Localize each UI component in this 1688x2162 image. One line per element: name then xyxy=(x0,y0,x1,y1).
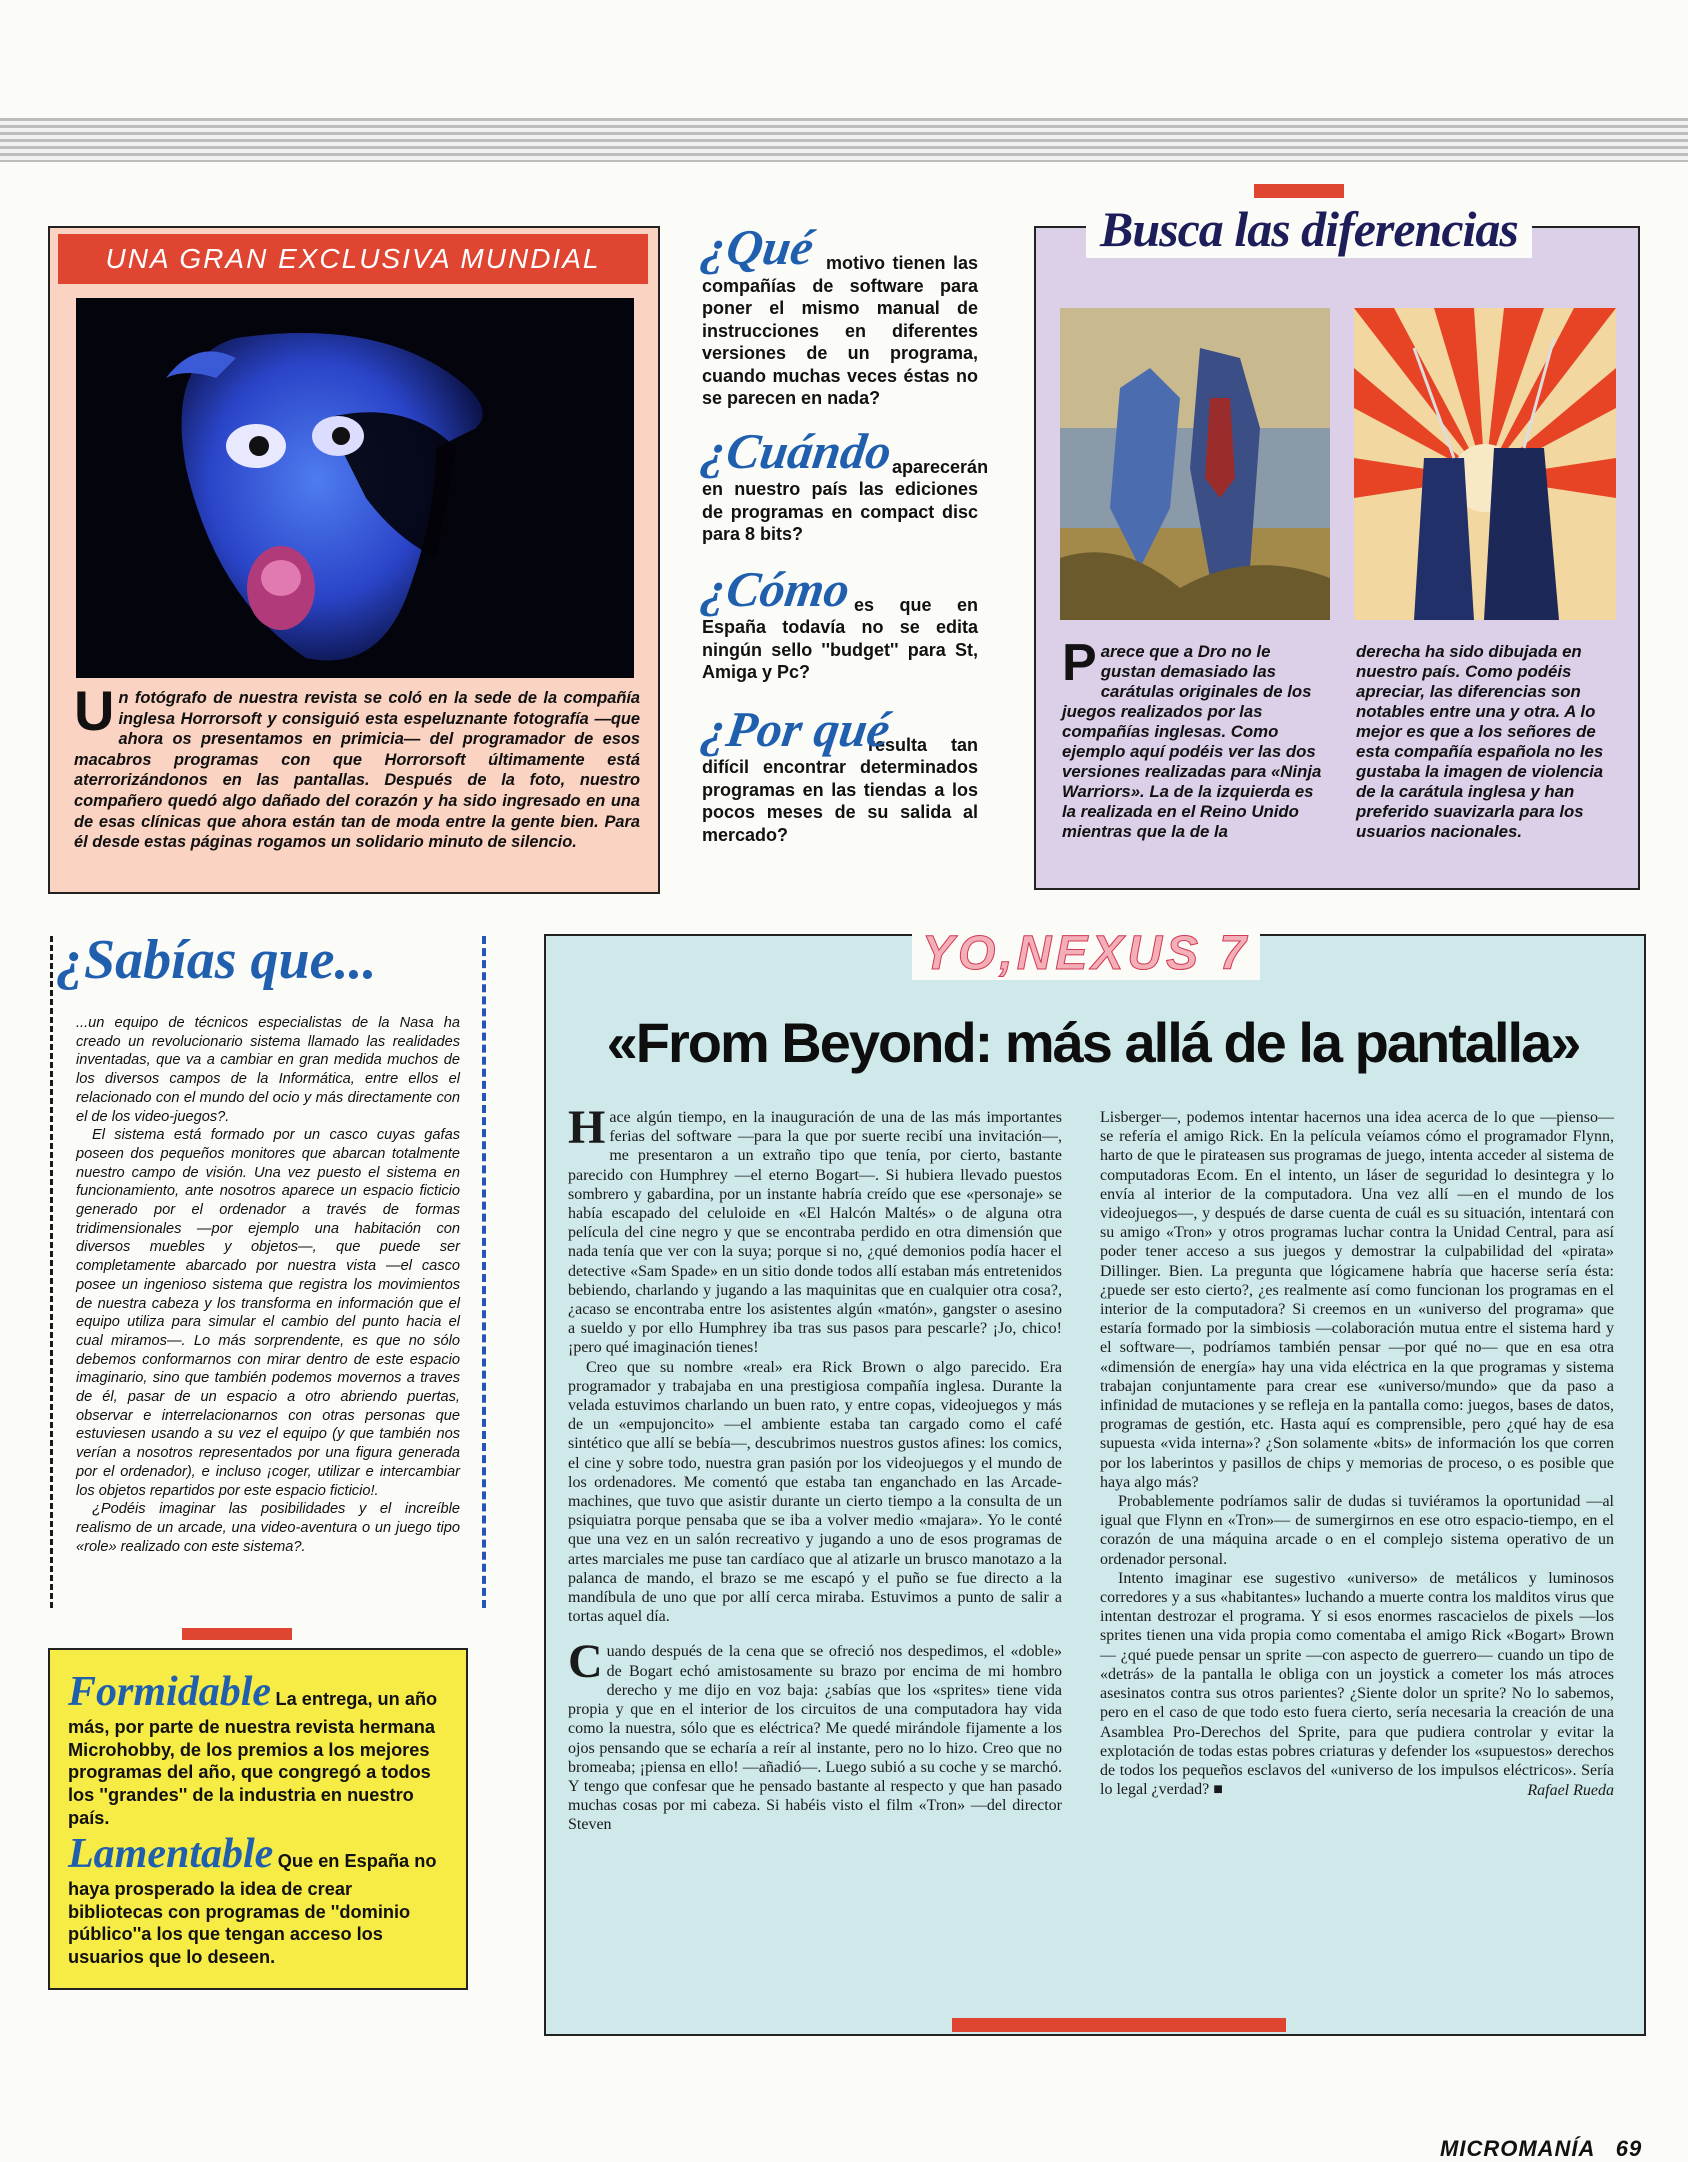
sabias-paragraph: El sistema está formado por un casco cuyas gafas poseen dos pequeños monitores que abarcan totalmente nuestro campo de visión. Una vez puesto el sistema en funcionamiento, ante nosotros aparece un espacio ficticio generado por el ordenador a través de formas tridimensionales —por ejemplo una habitación con diversos muebles y objetos—, que puede ser completamente abarcado por nuestra vista —el casco posee un ingenioso sistema que registra los movimientos de nuestra cabeza y los transforma en información que el equipo utiliza para simular el cambio del punto hacia el cual miramos—. Lo más sorprendente, es que no sólo debemos conformarnos con mirar dentro de este espacio imaginario, sino que también podemos movernos a traves de él, pasar de un espacio a otro abriendo puertas, observar e interrelacionarnos con otras personas que estuviesen usando a su vez el equipo (y que también nos verían a nosotros representados por una figura generada por el ordenador), e incluso ¡coger, utilizar e intercambiar los objetos repartidos por este espacio ficticio!. xyxy=(76,1127,460,1499)
spanish-cover-image xyxy=(1354,308,1616,620)
article-paragraph-text: uando después de la cena que se ofreció nos despedimos, el «doble» de Bogart echó amistosamente su brazo por encima de mi hombro derecho y me dijo en voz baja: ¿sabías que los «sprites» tiene vida propia y que en el interior de los circuitos de una computadora hay vida como la nuestra, sólo que es eléctrica? Me quedé mirándole fijamente a los ojos pensando que se echaría a reír al instante, pero no lo hizo. Creo que no bromeaba; ¡piensa en ello! —añadió—. Luego subió a su coche y se marchó. Y tengo que confesar que he pensado bastante al respecto y que han pasado muchas cosas por mi cabeza. Si habéis visto el film «Tron» —del director Steven xyxy=(568,1643,1062,1834)
lamentable-block xyxy=(68,1830,450,1969)
exclusive-box xyxy=(48,226,660,894)
dif-text-left-body: arece que a Dro no le gustan demasiado las carátulas originales de los juegos realizados por las compañías inglesas. Como ejemplo aquí podéis ver las dos versiones realizadas para «Ninja Warriors». La de la izquierda es la realizada en el Reino Unido mientras que la de la xyxy=(1062,642,1322,841)
question-cuando xyxy=(698,422,989,546)
dif-text-right: derecha ha sido dibujada en nuestro país. Como podéis apreciar, las diferencias son notables entre una y otra. A lo mejor es que a los señores de esta compañía española no les gustaba la imagen de violencia de la carátula inglesa y han preferido suavizarla para los usuarios nacionales. xyxy=(1356,642,1604,841)
question-word: ¿Qué xyxy=(698,219,818,275)
article-paragraph-text: Intento imaginar ese sugestivo «universo» de metálicos y luminosos corredores y a sus «habitantes» luchando a muerte contra los malditos virus que intentan destrozar el programa. Y si esos enormes rascacielos de pixels —los sprites tienen una vida propia como comentaba el amigo Rick «Bogart» Brown— ¿qué puede pensar un sprite —con aspecto de guerrero— cuando un tipo de «detrás» de la pantalla le obliga con un joystick a cometer los más atroces asesinatos contra sus otros parientes? ¿Siente dolor un sprite? No lo sabemos, pero en el caso de que todo esto fuera cierto, sería necesaria la creación de una Asamblea Pro-Derechos del Sprite, para que pudiera controlar y evitar la explotación de todas estas pobres criaturas y defender los «supuestos» derechos de todos los pequeños esclavos del «universo de los impulsos eléctricos». Sería lo legal ¿verdad? xyxy=(1100,1569,1614,1799)
question-text: aparecerán en nuestro país las ediciones de programas en compact disc para 8 bits? xyxy=(702,456,989,544)
sabias-left-border xyxy=(50,936,53,1608)
dif-text-left xyxy=(1062,634,1328,842)
nexus-column-1 xyxy=(568,1101,1062,1835)
article-paragraph-text: ace algún tiempo, en la inauguración de una de las más importantes ferias del software —para la que por suerte recibí una invitación—, me presentaron a un extraño tipo que tenía, por cierto, bastante parecido con Humphrey —el eterno Bogart—. Si hubiera llevado puestos sombrero y gabardina, por un instante habría creído que ese «personaje» se había escapado del celuloide en «El Halcón Maltés» o de alguna otra película del cine negro y que se encontraba perdido en otra dimensión que nada tenía que ver con la suya; porque si no, ¿qué demonios podía hacer el detective «Sam Spade» en un sitio donde todos allí estaban más entretenidos bebiendo, charlando y jugando a las maquinitas que en cualquier otra cosa?, ¿acaso se encontraba entre los asistentes algún «matón», gangster o asesino a sueldo y por ello Humphrey iba tras sus pasos para pescarle? ¡Jo, chico! ¡pero qué imaginación tienes! xyxy=(568,1109,1062,1357)
article-dropcap: H xyxy=(568,1101,606,1154)
diferencias-box xyxy=(1034,226,1640,890)
question-word: ¿Por qué xyxy=(698,700,894,757)
sabias-body xyxy=(76,1014,460,1556)
diferencias-title: Busca las diferencias xyxy=(1086,200,1532,258)
formidable-text: La entrega, un año más, por parte de nuestra revista hermana Microhobby, de los premios a los mejores programas del año, que congregó a todos los ''grandes'' de la industria en nuestro país. xyxy=(68,1689,438,1828)
dif-dropcap: P xyxy=(1062,634,1097,692)
nexus-column-2 xyxy=(1100,1108,1614,1801)
exclusive-dropcap: U xyxy=(74,679,115,742)
yellow-box xyxy=(48,1648,468,1990)
dif-accent-bar xyxy=(1254,184,1344,198)
article-paragraph xyxy=(568,1635,1062,1834)
question-porque xyxy=(698,700,978,847)
formidable-block xyxy=(68,1668,450,1830)
question-word: ¿Cuándo xyxy=(698,422,895,479)
ninja-warriors-uk-cover xyxy=(1060,308,1330,620)
blue-face-image xyxy=(76,298,634,678)
nexus-article-title: «From Beyond: más allá de la pantalla» xyxy=(606,1011,1580,1074)
uk-cover-image xyxy=(1060,308,1330,620)
magazine-name: MICROMANÍA xyxy=(1440,2136,1595,2161)
question-que xyxy=(698,219,978,410)
page-footer xyxy=(1440,2136,1642,2162)
horror-programmer-photo xyxy=(76,298,634,678)
question-como xyxy=(698,560,978,684)
exclusive-caption xyxy=(74,679,640,853)
article-paragraph xyxy=(568,1101,1062,1358)
formidable-word: Formidable xyxy=(68,1669,272,1715)
questions-column xyxy=(698,219,989,846)
question-text: resulta tan difícil encontrar determinados programas en las tiendas a los pocos meses de su salida al mercado? xyxy=(702,734,978,845)
header-stripe xyxy=(0,118,1688,162)
article-paragraph: Lisberger—, podemos intentar hacernos una idea acerca de lo que —pienso— se refería el amigo Rick. En la película veíamos cómo el programador Flynn, harto de que le pirateasen sus programas de juego, intenta acceder al sistema de computadoras Ecom. En el intento, un láser de seguridad lo desintegra y lo envía al interior de la computadora. Una vez allí —en el mundo de los videojuegos—, y después de darse cuenta de cuál es su situación, intentará con su amigo «Tron» y otros programas luchar contra la Unidad Central, para así poder tener acceso a sus juegos y demostrar la culpabilidad del «pirata» Dillinger. Bien. La pregunta que lógicamene habría que hacerse sería ésta: ¿puede ser esto cierto?, ¿es realmente así como funcionan los programas en el interior de la computadora? Si creemos en un «universo del programa» que estaría formado por la simbiosis —colaboración mutua entre el sistema hard y el software—, podríamos también pensar —por qué no— que en esa otra «dimensión de energía» hay una vida eléctrica en la que programas y sistema trabajan conjuntamente para crear ese «universo/mundo» que da paso a infinidad de mutaciones y se refleja en la pantalla como: juegos, bases de datos, programas de gestión, etc. Hasta aquí es comprensible, pero ¿qué hay de esa supuesta «vida interna»? ¿Son solamente «bits» de información los que corren por los laberintos y pasillos de chips y memorias de proceso, o es posible que haya algo más? xyxy=(1100,1109,1614,1491)
article-dropcap: C xyxy=(568,1635,603,1689)
question-text: motivo tienen las compañías de software para poner el mismo manual de instrucciones en diferentes versiones de un programa, cuando muchas veces éstas no se parecen en nada? xyxy=(702,253,978,408)
page-number: 69 xyxy=(1615,2136,1643,2161)
yellow-accent-bar xyxy=(182,1628,292,1640)
nexus-section-tag: YO,NEXUS 7 xyxy=(912,928,1260,980)
question-word: ¿Cómo xyxy=(698,560,854,617)
exclusive-banner: UNA GRAN EXCLUSIVA MUNDIAL xyxy=(58,234,648,284)
nexus-accent-bar xyxy=(952,2018,1286,2032)
end-mark: ■ xyxy=(1213,1781,1223,1799)
article-paragraph xyxy=(1100,1569,1614,1799)
question-text: es que en España todavía no se edita ningún sello ''budget'' para St, Amiga y Pc? xyxy=(702,594,978,682)
sabias-paragraph: ¿Podéis imaginar las posibilidades y el increíble realismo de un arcade, una video-aventura o un juego tipo «role» realizado con este sistema?. xyxy=(76,1501,460,1555)
sabias-title: ¿Sabías que... xyxy=(56,929,377,991)
exclusive-caption-text: n fotógrafo de nuestra revista se coló en la sede de la compañía inglesa Horrorsoft y consiguió esta espeluznante fotografía —que ahora os presentamos en primicia— del programador de esos macabros programas con que Horrorsoft últimamente está aterrorizándonos en las pantallas. Después de la foto, nuestro compañero quedó algo dañado del corazón y ha sido ingresado en una de esas clínicas que ahora están tan de moda entre la gente bien. Para él desde estas páginas rogamos un solidario minuto de silencio. xyxy=(74,689,640,852)
sabias-paragraph: ...un equipo de técnicos especialistas de la Nasa ha creado un revolucionario sistema llamado las realidades inventadas, que va a cambiar en gran medida muchos de los diversos campos de la Informática, entre ellos el relacionado con el mundo del ocio y más directamente con el de los video-juegos?. xyxy=(76,1015,460,1125)
lamentable-word: Lamentable xyxy=(68,1831,274,1877)
ninja-warriors-spain-cover xyxy=(1354,308,1616,620)
lamentable-text: Que en España no haya prosperado la idea de crear bibliotecas con programas de ''dominio público''a los que tengan acceso los usuarios que lo deseen. xyxy=(68,1851,437,1968)
article-paragraph: Probablemente podríamos salir de dudas si tuviéramos la oportunidad —al igual que Flynn en «Tron»— de sumergirnos en ese otro espacio-tiempo, en el corazón de una máquina arcade o en el complejo sistema operativo de un ordenador personal. xyxy=(1100,1493,1614,1568)
article-author: Rafael Rueda xyxy=(1527,1782,1614,1800)
sabias-right-border xyxy=(482,936,486,1608)
article-paragraph: Creo que su nombre «real» era Rick Brown o algo parecido. Era programador y trabajaba en una prestigiosa compañía inglesa. Durante la velada estuvimos charlando un buen rato, y entre copas, videojuegos y más de un «empujoncito» —el ambiente estaba tan cargado como el café sintético que allí se bebía—, descubrimos nuestros gustos afines: los comics, el cine y sobre todo, nuestra gran pasión por los videojuegos y el mundo de los ordenadores. Me comentó que estaba tan enganchado en las Arcade-machines, que tuvo que asistir durante un cierto tiempo a la consulta de un psiquiatra porque pensaba que se iba a volver medio «majara». Yo le conté que una vez en un salón recreativo y jugando a uno de esos programas de artes marciales me puse tan cardíaco que al atizarle un brusco manotazo a la palanca de mando, el brazo se me escapó y el puño se fue directo a la mandíbula de uno que por allí cerca miraba. Estuvimos a punto de salir a tortas aquel día. xyxy=(568,1358,1062,1626)
